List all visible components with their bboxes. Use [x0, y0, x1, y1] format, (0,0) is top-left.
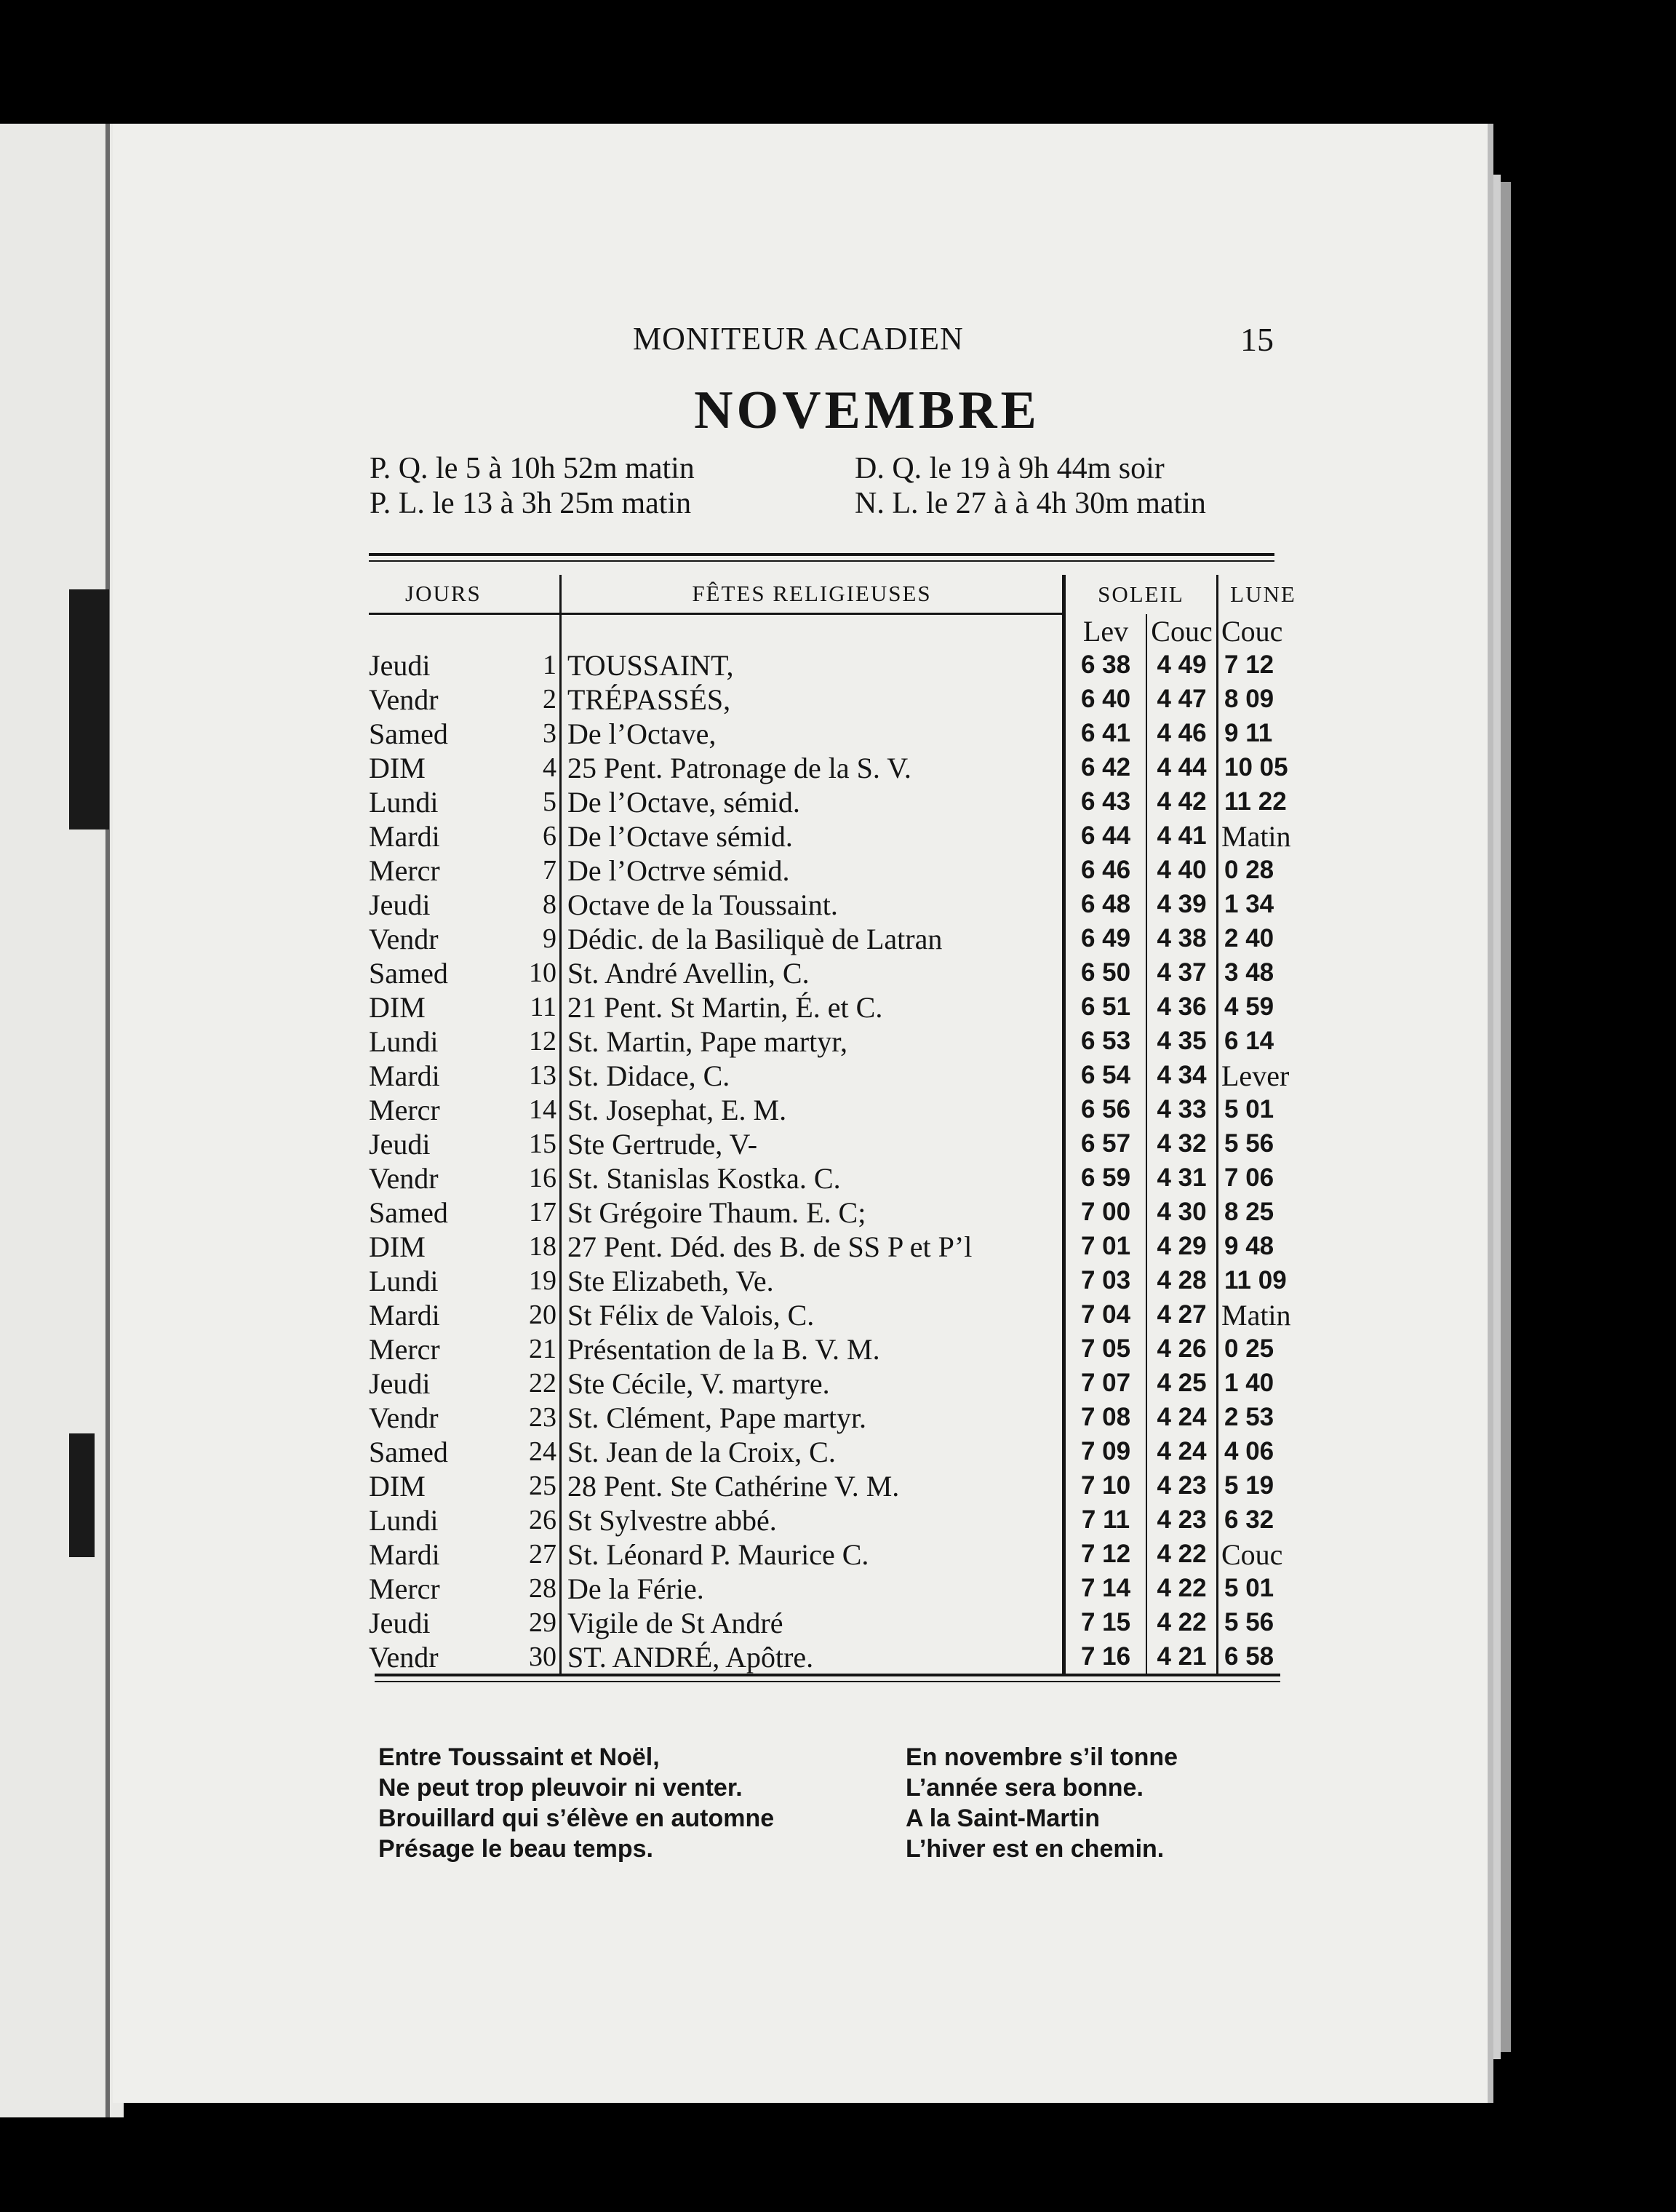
- col-header-lune-couc: Couc: [1218, 614, 1309, 648]
- moonset-cell: 5 56: [1218, 1127, 1309, 1161]
- sunrise-cell: 6 41: [1064, 717, 1147, 751]
- date-number-cell: 21: [519, 1332, 561, 1366]
- date-number-cell: 17: [519, 1195, 561, 1230]
- moonset-cell: 0 28: [1218, 854, 1309, 888]
- feast-cell: St. Martin, Pape martyr,: [561, 1025, 1064, 1059]
- date-number-cell: 27: [519, 1537, 561, 1572]
- table-row: [369, 1093, 1308, 1127]
- table-row: [369, 888, 1308, 922]
- sunset-cell: 4 35: [1157, 1027, 1207, 1055]
- moonset-cell: 4 06: [1218, 1435, 1309, 1469]
- sunset-cell: 4 29: [1157, 1232, 1207, 1260]
- moonset-cell: 5 01: [1218, 1572, 1309, 1606]
- col-header-fetes: FÊTES RELIGIEUSES: [561, 575, 1064, 614]
- sunset-cell: 4 33: [1157, 1095, 1207, 1123]
- feast-cell: St. Stanislas Kostka. C.: [561, 1161, 1064, 1195]
- feast-cell: Octave de la Toussaint.: [561, 888, 1064, 922]
- date-number-cell: 14: [519, 1093, 561, 1127]
- date-number-cell: 7: [519, 854, 561, 888]
- feast-cell: 28 Pent. Ste Cathérine V. M.: [561, 1469, 1064, 1503]
- sunrise-cell: 7 08: [1064, 1401, 1147, 1435]
- sunset-cell: 4 39: [1157, 890, 1207, 918]
- moonset-cell: 10 05: [1218, 751, 1309, 785]
- sunrise-cell: 7 10: [1064, 1469, 1147, 1503]
- weekday-cell: Lundi: [369, 1503, 439, 1537]
- weekday-cell: Vendr: [369, 1401, 439, 1434]
- table-row: [369, 1059, 1308, 1093]
- sunset-cell: 4 22: [1157, 1540, 1207, 1568]
- weekday-cell: Samed: [369, 1195, 448, 1229]
- feast-cell: 27 Pent. Déd. des B. de SS P et P’l: [561, 1230, 1064, 1264]
- sunrise-cell: 7 16: [1064, 1640, 1147, 1674]
- sunset-cell: 4 41: [1157, 821, 1207, 850]
- date-number-cell: 30: [519, 1640, 561, 1674]
- sunrise-cell: 7 04: [1064, 1298, 1147, 1332]
- top-rule: [369, 553, 1274, 556]
- moonset-cell: 7 06: [1218, 1161, 1309, 1195]
- feast-cell: 21 Pent. St Martin, É. et C.: [561, 990, 1064, 1025]
- proverb-line: L’hiver est en chemin.: [906, 1835, 1165, 1863]
- weekday-cell: Mardi: [369, 1059, 440, 1092]
- table-row: [369, 1161, 1308, 1195]
- date-number-cell: 4: [519, 751, 561, 785]
- weekday-cell: Mardi: [369, 1537, 440, 1571]
- sunset-cell: 4 46: [1157, 719, 1207, 747]
- moonset-cell: 2 53: [1218, 1401, 1309, 1435]
- moonset-cell: 2 40: [1218, 922, 1309, 956]
- sunrise-cell: 6 53: [1064, 1025, 1147, 1059]
- moonset-cell: Couc: [1218, 1537, 1309, 1572]
- moonset-cell: 4 59: [1218, 990, 1309, 1025]
- sunrise-cell: 7 11: [1064, 1503, 1147, 1537]
- weekday-cell: Samed: [369, 717, 448, 750]
- moonset-cell: Lever: [1218, 1059, 1309, 1093]
- weekday-cell: Mercr: [369, 1572, 440, 1605]
- moonset-cell: 5 56: [1218, 1606, 1309, 1640]
- sunset-cell: 4 36: [1157, 992, 1207, 1021]
- sunrise-cell: 6 50: [1064, 956, 1147, 990]
- date-number-cell: 25: [519, 1469, 561, 1503]
- phase-nouvelle-lune: N. L. le 27 à à 4h 30m matin: [855, 487, 1206, 520]
- feast-cell: Vigile de St André: [561, 1606, 1064, 1640]
- sunrise-cell: 7 01: [1064, 1230, 1147, 1264]
- bottom-rule-thin: [375, 1681, 1280, 1682]
- sunset-cell: 4 26: [1157, 1334, 1207, 1363]
- feast-cell: De l’Octrve sémid.: [561, 854, 1064, 888]
- sunset-cell: 4 22: [1157, 1608, 1207, 1636]
- table-row: [369, 717, 1308, 751]
- weekday-cell: Mardi: [369, 819, 440, 853]
- moonset-cell: 6 32: [1218, 1503, 1309, 1537]
- date-number-cell: 24: [519, 1435, 561, 1469]
- feast-cell: De l’Octave,: [561, 717, 1064, 751]
- sunrise-cell: 6 40: [1064, 683, 1147, 717]
- top-rule-thin: [369, 560, 1274, 562]
- table-row: [369, 922, 1308, 956]
- proverb-line: Entre Toussaint et Noël,: [378, 1743, 660, 1771]
- date-number-cell: 3: [519, 717, 561, 751]
- feast-cell: Ste Cécile, V. martyre.: [561, 1366, 1064, 1401]
- proverb-right: [906, 1742, 1178, 1864]
- date-number-cell: 26: [519, 1503, 561, 1537]
- date-number-cell: 2: [519, 683, 561, 717]
- feast-cell: St. Clément, Pape martyr.: [561, 1401, 1064, 1435]
- calendar-table: [369, 575, 1308, 1674]
- sunset-cell: 4 38: [1157, 924, 1207, 952]
- page-tear: [69, 1433, 95, 1557]
- sunset-cell: 4 37: [1157, 958, 1207, 987]
- moonset-cell: 1 34: [1218, 888, 1309, 922]
- table-row: [369, 785, 1308, 819]
- feast-cell: Présentation de la B. V. M.: [561, 1332, 1064, 1366]
- table-row: [369, 1640, 1308, 1674]
- weekday-cell: Jeudi: [369, 1127, 431, 1161]
- table-row: [369, 1264, 1308, 1298]
- table-row: [369, 1127, 1308, 1161]
- weekday-cell: Mercr: [369, 1332, 440, 1366]
- proverb-line: A la Saint-Martin: [906, 1805, 1100, 1832]
- sunrise-cell: 7 03: [1064, 1264, 1147, 1298]
- col-header-lune: LUNE: [1218, 575, 1309, 614]
- sunrise-cell: 6 43: [1064, 785, 1147, 819]
- moonset-cell: 6 14: [1218, 1025, 1309, 1059]
- moonset-cell: 11 09: [1218, 1264, 1309, 1298]
- sunset-cell: 4 42: [1157, 787, 1207, 816]
- table-row: [369, 1537, 1308, 1572]
- sunrise-cell: 7 07: [1064, 1366, 1147, 1401]
- feast-cell: TRÉPASSÉS,: [561, 683, 1064, 717]
- sunset-cell: 4 40: [1157, 856, 1207, 884]
- feast-cell: 25 Pent. Patronage de la S. V.: [561, 751, 1064, 785]
- feast-cell: Ste Elizabeth, Ve.: [561, 1264, 1064, 1298]
- feast-cell: De la Férie.: [561, 1572, 1064, 1606]
- table-row: [369, 819, 1308, 854]
- col-header-lev: Lev: [1064, 614, 1147, 648]
- date-number-cell: 23: [519, 1401, 561, 1435]
- phase-dernier-quartier: D. Q. le 19 à 9h 44m soir: [855, 452, 1165, 485]
- moonset-cell: 9 11: [1218, 717, 1309, 751]
- weekday-cell: Vendr: [369, 1161, 439, 1195]
- sunset-cell: 4 28: [1157, 1266, 1207, 1294]
- sunset-cell: 4 31: [1157, 1163, 1207, 1192]
- sunset-cell: 4 27: [1157, 1300, 1207, 1329]
- moonset-cell: 6 58: [1218, 1640, 1309, 1674]
- page-number: 15: [1240, 321, 1274, 358]
- feast-cell: St Félix de Valois, C.: [561, 1298, 1064, 1332]
- feast-cell: St. Josephat, E. M.: [561, 1093, 1064, 1127]
- sunrise-cell: 6 54: [1064, 1059, 1147, 1093]
- feast-cell: De l’Octave sémid.: [561, 819, 1064, 854]
- table-row: [369, 1332, 1308, 1366]
- date-number-cell: 8: [519, 888, 561, 922]
- sunrise-cell: 6 59: [1064, 1161, 1147, 1195]
- proverb-line: En novembre s’il tonne: [906, 1743, 1178, 1771]
- sunset-cell: 4 34: [1157, 1061, 1207, 1089]
- table-row: [369, 1366, 1308, 1401]
- weekday-cell: Samed: [369, 956, 448, 990]
- sunrise-cell: 6 57: [1064, 1127, 1147, 1161]
- table-row: [369, 1230, 1308, 1264]
- feast-cell: ST. ANDRÉ, Apôtre.: [561, 1640, 1064, 1674]
- feast-cell: St. André Avellin, C.: [561, 956, 1064, 990]
- page-tear: [69, 589, 109, 830]
- weekday-cell: Mercr: [369, 1093, 440, 1126]
- col-header-jours: JOURS: [405, 581, 482, 606]
- date-number-cell: 18: [519, 1230, 561, 1264]
- weekday-cell: Jeudi: [369, 1366, 431, 1400]
- weekday-cell: DIM: [369, 990, 426, 1024]
- date-number-cell: 1: [519, 648, 561, 683]
- weekday-cell: Jeudi: [369, 888, 431, 921]
- table-row: [369, 1435, 1308, 1469]
- date-number-cell: 13: [519, 1059, 561, 1093]
- table-row: [369, 1195, 1308, 1230]
- date-number-cell: 20: [519, 1298, 561, 1332]
- table-row: [369, 751, 1308, 785]
- date-number-cell: 6: [519, 819, 561, 854]
- sunset-cell: 4 21: [1157, 1642, 1207, 1671]
- sunset-cell: 4 30: [1157, 1198, 1207, 1226]
- page-edge: [1501, 182, 1511, 2052]
- feast-cell: St Sylvestre abbé.: [561, 1503, 1064, 1537]
- table-row: [369, 1401, 1308, 1435]
- col-header-couc: Couc: [1146, 614, 1218, 648]
- month-title: NOVEMBRE: [694, 381, 1040, 440]
- table-row: [369, 854, 1308, 888]
- sunrise-cell: 7 14: [1064, 1572, 1147, 1606]
- feast-cell: De l’Octave, sémid.: [561, 785, 1064, 819]
- sunrise-cell: 6 51: [1064, 990, 1147, 1025]
- sunrise-cell: 7 05: [1064, 1332, 1147, 1366]
- sunset-cell: 4 22: [1157, 1574, 1207, 1602]
- date-number-cell: 5: [519, 785, 561, 819]
- moonset-cell: 11 22: [1218, 785, 1309, 819]
- date-number-cell: 11: [519, 990, 561, 1025]
- sunset-cell: 4 49: [1157, 651, 1207, 679]
- moonset-cell: 5 19: [1218, 1469, 1309, 1503]
- feast-cell: St. Léonard P. Maurice C.: [561, 1537, 1064, 1572]
- table-row: [369, 1503, 1308, 1537]
- date-number-cell: 10: [519, 956, 561, 990]
- phase-pleine-lune: P. L. le 13 à 3h 25m matin: [370, 487, 692, 520]
- date-number-cell: 28: [519, 1572, 561, 1606]
- feast-cell: Dédic. de la Basiliquè de Latran: [561, 922, 1064, 956]
- moonset-cell: 8 09: [1218, 683, 1309, 717]
- sunset-cell: 4 23: [1157, 1471, 1207, 1500]
- weekday-cell: Vendr: [369, 1640, 439, 1674]
- sunset-cell: 4 24: [1157, 1437, 1207, 1465]
- feast-cell: St. Didace, C.: [561, 1059, 1064, 1093]
- weekday-cell: Lundi: [369, 1264, 439, 1297]
- sunset-cell: 4 32: [1157, 1129, 1207, 1158]
- bottom-rule: [375, 1674, 1280, 1676]
- weekday-cell: DIM: [369, 751, 426, 784]
- feast-cell: TOUSSAINT,: [561, 648, 1064, 683]
- sunrise-cell: 6 49: [1064, 922, 1147, 956]
- sunrise-cell: 7 09: [1064, 1435, 1147, 1469]
- sunset-cell: 4 25: [1157, 1369, 1207, 1397]
- weekday-cell: Jeudi: [369, 1606, 431, 1639]
- feast-cell: St Grégoire Thaum. E. C;: [561, 1195, 1064, 1230]
- table-row: [369, 990, 1308, 1025]
- weekday-cell: Jeudi: [369, 648, 431, 682]
- date-number-cell: 22: [519, 1366, 561, 1401]
- running-header: MONITEUR ACADIEN: [633, 321, 964, 357]
- weekday-cell: Lundi: [369, 1025, 439, 1058]
- weekday-cell: Vendr: [369, 683, 439, 716]
- sunset-cell: 4 44: [1157, 753, 1207, 781]
- moonset-cell: 5 01: [1218, 1093, 1309, 1127]
- sunrise-cell: 7 12: [1064, 1537, 1147, 1572]
- table-row: [369, 1469, 1308, 1503]
- moonset-cell: 9 48: [1218, 1230, 1309, 1264]
- table-row: [369, 1025, 1308, 1059]
- date-number-cell: 9: [519, 922, 561, 956]
- weekday-cell: Mardi: [369, 1298, 440, 1332]
- sunrise-cell: 7 00: [1064, 1195, 1147, 1230]
- date-number-cell: 19: [519, 1264, 561, 1298]
- proverb-line: Ne peut trop pleuvoir ni venter.: [378, 1774, 743, 1802]
- weekday-cell: Mercr: [369, 854, 440, 887]
- moonset-cell: 3 48: [1218, 956, 1309, 990]
- table-row: [369, 683, 1308, 717]
- weekday-cell: DIM: [369, 1469, 426, 1503]
- feast-cell: Ste Gertrude, V-: [561, 1127, 1064, 1161]
- sunrise-cell: 6 44: [1064, 819, 1147, 854]
- sunrise-cell: 6 48: [1064, 888, 1147, 922]
- moonset-cell: Matin: [1218, 1298, 1309, 1332]
- sunrise-cell: 7 15: [1064, 1606, 1147, 1640]
- sunrise-cell: 6 56: [1064, 1093, 1147, 1127]
- proverb-line: L’année sera bonne.: [906, 1774, 1144, 1802]
- date-number-cell: 16: [519, 1161, 561, 1195]
- table-row: [369, 956, 1308, 990]
- weekday-cell: Samed: [369, 1435, 448, 1468]
- sunrise-cell: 6 38: [1064, 648, 1147, 683]
- weekday-cell: Vendr: [369, 922, 439, 955]
- table-row: [369, 1606, 1308, 1640]
- moonset-cell: 8 25: [1218, 1195, 1309, 1230]
- date-number-cell: 15: [519, 1127, 561, 1161]
- col-header-soleil: SOLEIL: [1064, 575, 1218, 614]
- proverb-line: Brouillard qui s’élève en automne: [378, 1805, 775, 1832]
- weekday-cell: DIM: [369, 1230, 426, 1263]
- feast-cell: St. Jean de la Croix, C.: [561, 1435, 1064, 1469]
- table-row: [369, 1572, 1308, 1606]
- date-number-cell: 12: [519, 1025, 561, 1059]
- moonset-cell: 0 25: [1218, 1332, 1309, 1366]
- proverb-left: [378, 1742, 774, 1864]
- phase-premier-quartier: P. Q. le 5 à 10h 52m matin: [370, 452, 695, 485]
- sunset-cell: 4 47: [1157, 685, 1207, 713]
- sunset-cell: 4 24: [1157, 1403, 1207, 1431]
- sunrise-cell: 6 42: [1064, 751, 1147, 785]
- moonset-cell: 1 40: [1218, 1366, 1309, 1401]
- date-number-cell: 29: [519, 1606, 561, 1640]
- table-row: [369, 648, 1308, 683]
- weekday-cell: Lundi: [369, 785, 439, 819]
- sunset-cell: 4 23: [1157, 1505, 1207, 1534]
- moonset-cell: Matin: [1218, 819, 1309, 854]
- table-row: [369, 1298, 1308, 1332]
- moonset-cell: 7 12: [1218, 648, 1309, 683]
- proverb-line: Présage le beau temps.: [378, 1835, 653, 1863]
- sunrise-cell: 6 46: [1064, 854, 1147, 888]
